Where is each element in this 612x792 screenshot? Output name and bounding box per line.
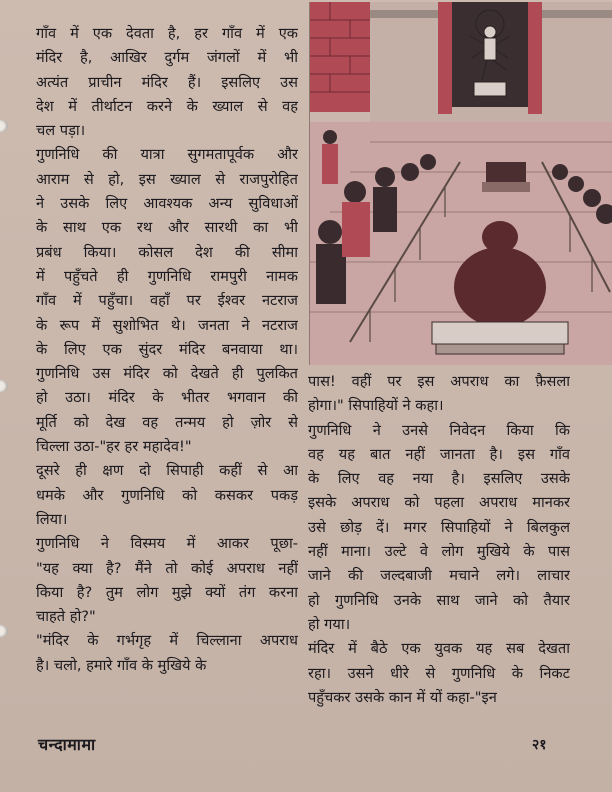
text-line: गुणनिधि की यात्रा सुगमतापूर्वक और [36,146,298,164]
text-line: आराम से हो, इस ख्याल से राजपुरोहित [36,170,298,188]
text-line: किया है? तुम लोग मुझे क्यों तंग करना [36,583,298,601]
text-line: के लिए एक सुंदर मंदिर बनवाया था। [36,340,298,358]
text-line: नहीं माना। उल्टे वे लोग मुखिये के पास [308,543,570,561]
left-text-column [36,22,298,678]
text-line: पास! वहीं पर इस अपराध का फ़ैसला [308,373,570,390]
text-line: "मंदिर के गर्भगृह में चिल्लाना अपराध [36,632,298,650]
page-number: २१ [532,737,547,753]
punch-hole [0,120,8,132]
text-line: हो गुणनिधि उनके साथ जाने को तैयार [308,591,570,609]
text-line: गुणनिधि ने विस्मय में आकर पूछा- [36,535,298,553]
text-line: "यह क्या है? मैंने तो कोई अपराध नहीं [36,559,298,577]
text-line: मंदिर है, आखिर दुर्गम जंगलों में भी [36,49,298,67]
text-line: धमके और गुणनिधि को कसकर पकड़ [36,486,298,504]
text-line: उसे छोड़ दें। मगर सिपाहियों ने बिलकुल [308,518,570,536]
text-line: रहा। उसने धीरे से गुणनिधि के निकट [308,664,570,682]
right-text-column [308,370,570,710]
text-line: गाँव में एक देवता है, हर गाँव में एक [36,25,298,42]
punch-hole [0,625,8,637]
text-line: प्रबंध किया। कोसल देश की सीमा [36,243,298,261]
text-line: ने उसके लिए आवश्यक अन्य सुविधाओं [36,195,298,213]
text-line: के रूप में सुशोभित थे। जनता ने नटराज [36,316,298,334]
text-line: चिल्ला उठा-"हर हर महादेव!" [36,438,192,456]
temple-scene-svg [310,2,612,365]
text-line: वह यह बात नहीं जानता है। इस गाँव [308,445,570,463]
punch-hole [0,380,8,392]
text-line: गाँव में पहुँचा। वहाँ पर ईश्वर नटराज [36,292,298,310]
text-line: होगा।" सिपाहियों ने कहा। [308,397,444,415]
text-line: पहुँचकर उसके कान में यों कहा-"इन [308,688,497,706]
text-line: देश में तीर्थाटन करने के ख्याल से वह [36,97,298,115]
text-line: लिया। [36,510,68,528]
text-line: के साथ एक रथ और सारथी का भी [36,219,298,237]
text-line: चाहते हो?" [36,608,96,626]
text-line: जाने की जल्दबाजी मचाने लगे। लाचार [308,567,570,585]
text-line: दूसरे ही क्षण दो सिपाही कहीं से आ [36,462,298,480]
text-line: में पहुँचते ही गुणनिधि रामपुरी नामक [36,267,298,285]
magazine-title: चन्दामामा [38,735,96,754]
text-line: चल पड़ा। [36,122,86,140]
temple-illustration [309,2,612,365]
text-line: इसके अपराध को पहला अपराध मानकर [308,494,570,512]
text-line: हो गया। [308,615,351,633]
text-line: गुणनिधि ने उनसे निवेदन किया कि [308,421,570,439]
text-line: गुणनिधि उस मंदिर को देखते ही पुलकित [36,365,298,383]
text-line: के लिए वह नया है। इसलिए उसके [308,470,570,488]
text-line: है। चलो, हमारे गाँव के मुखिये के [36,656,207,674]
text-line: अत्यंत प्राचीन मंदिर हैं। इसलिए उस [36,73,298,91]
text-line: हो उठा। मंदिर के भीतर भगवान की [36,389,298,407]
text-line: मूर्ति को देख वह तन्मय हो ज़ोर से [36,413,298,431]
text-line: मंदिर में बैठे एक युवक यह सब देखता [308,640,570,658]
